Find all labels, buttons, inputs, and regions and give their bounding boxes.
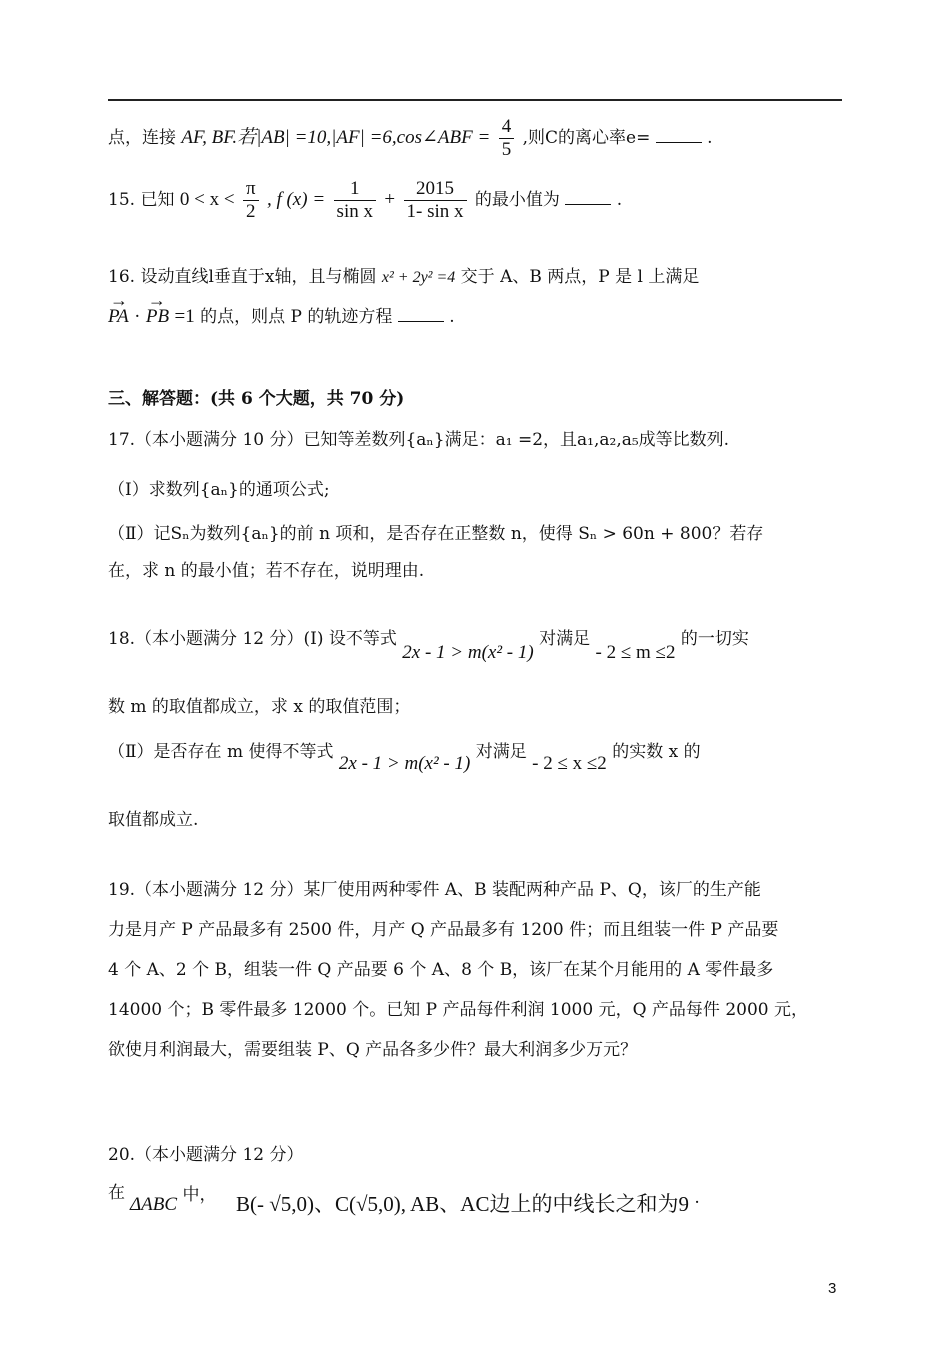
plus: + [384,189,396,210]
text: 中， [182,1185,217,1205]
question-19-line1: 19.（本小题满分 12 分）某厂使用两种零件 A、B 装配两种产品 P、Q，该厂的生产能 [108,880,761,900]
q15-function: , f (x) = [266,189,326,210]
question-19-line2: 力是月产 P 产品最多有 2500 件，月产 Q 产品最多有 1200 件；而且组装一件 P 产品要 [108,920,779,940]
fraction-4-5 [499,116,515,161]
text: 的最小值为 [474,190,560,210]
text: 16. 设动直线l垂直于x轴，且与椭圆 [108,267,377,287]
text: 的点，则点 P 的轨迹方程 [200,307,393,327]
text: . [707,128,713,148]
frac-den: 1- sin x [406,201,464,222]
frac-num: 1 [334,178,376,201]
answer-blank [656,126,702,143]
text: 在 [108,1183,125,1203]
text: （Ⅱ）是否存在 m 使得不等式 [108,742,334,762]
question-20-heading: 20.（本小题满分 12 分） [108,1145,304,1165]
answer-blank [398,305,444,322]
question-17-part1: （Ⅰ）求数列{aₙ}的通项公式; [108,480,330,500]
question-17-line1: 17.（本小题满分 10 分）已知等差数列{aₙ}满足：a₁ =2，且a₁,a₂,a₅成等比数列. [108,430,730,450]
question-18-line1 [108,624,749,663]
question-19-line3: 4 个 A、2 个 B，组装一件 Q 产品要 6 个 A、8 个 B，该厂在某个月能用的 A 零件最多 [108,960,774,980]
fraction-2015 [404,178,467,223]
text: 对满足 [475,742,527,762]
m-range: - 2 ≤ m ≤2 [595,642,676,663]
fraction-pi-2 [243,178,259,223]
frac-den: 2 [246,201,256,222]
frac-num: π [243,178,259,201]
dot: · [134,306,141,327]
text: 交于 A、B 两点，P 是 l 上满足 [460,267,700,287]
text: 对满足 [539,629,591,649]
triangle-abc: ΔABC [130,1194,178,1215]
text: 的实数 x 的 [612,742,701,762]
frac-den: 5 [501,139,512,160]
page-number: 3 [828,1280,837,1297]
frac-num: 4 [499,116,515,139]
equals-one: =1 [174,306,195,327]
vector-pa: → PA [108,306,129,328]
inequality: 2x - 1 > m(x² - 1) [338,753,471,774]
question-16-line2 [108,302,455,328]
question-18-line2: 数 m 的取值都成立，求 x 的取值范围； [108,697,411,717]
question-16-line1 [108,262,699,287]
question-15 [108,178,622,223]
text: . [616,190,623,210]
q14-continuation [108,116,713,161]
question-20-condition [236,1188,700,1218]
answer-blank [565,188,611,205]
frac-den: sin x [336,201,373,222]
q15-condition: 0 < x < [179,189,235,210]
text: ,则C的离心率e= [522,128,651,148]
q14-formula: AF, BF.若|AB| =10,|AF| =6,cos∠ABF = [181,127,491,148]
text: 的一切实 [680,629,749,649]
section-3-heading: 三、解答题：(共 6 个大题，共 70 分) [108,389,405,409]
question-19-line5: 欲使月利润最大，需要组装 P、Q 产品各多少件？最大利润多少万元？ [108,1040,638,1060]
text: 点，连接 [108,128,176,148]
fraction-1-sinx [334,178,376,223]
frac-num: 2015 [404,178,467,201]
vector-pb: → PB [146,306,169,328]
question-20-triangle [130,1185,217,1216]
q15-label: 15. 已知 [108,190,175,210]
top-rule [108,99,842,101]
question-20-line2 [108,1178,125,1203]
ellipse-equation: x² + 2y² =4 [381,269,456,286]
question-19-line4: 14000 个；B 零件最多 12000 个。已知 P 产品每件利润 1000 元，Q 产品每件 2000 元， [108,1000,808,1020]
text: . [449,307,455,327]
inequality: 2x - 1 > m(x² - 1) [402,642,534,663]
text: 18.（本小题满分 12 分）(Ⅰ) 设不等式 [108,629,397,649]
question-18-part2 [108,737,701,774]
question-17-part2: （Ⅱ）记Sₙ为数列{aₙ}的前 n 项和，是否存在正整数 n，使得 Sₙ > 60n + 800？若存 [108,524,764,544]
points-and-medians: B(- √5,0)、C(√5,0), AB、AC边上的中线长之和为9 [236,1192,689,1216]
question-18-line4: 取值都成立. [108,810,199,830]
x-range: - 2 ≤ x ≤2 [532,753,607,774]
text: . [694,1188,700,1208]
question-17-line4: 在，求 n 的最小值；若不存在，说明理由. [108,561,425,581]
